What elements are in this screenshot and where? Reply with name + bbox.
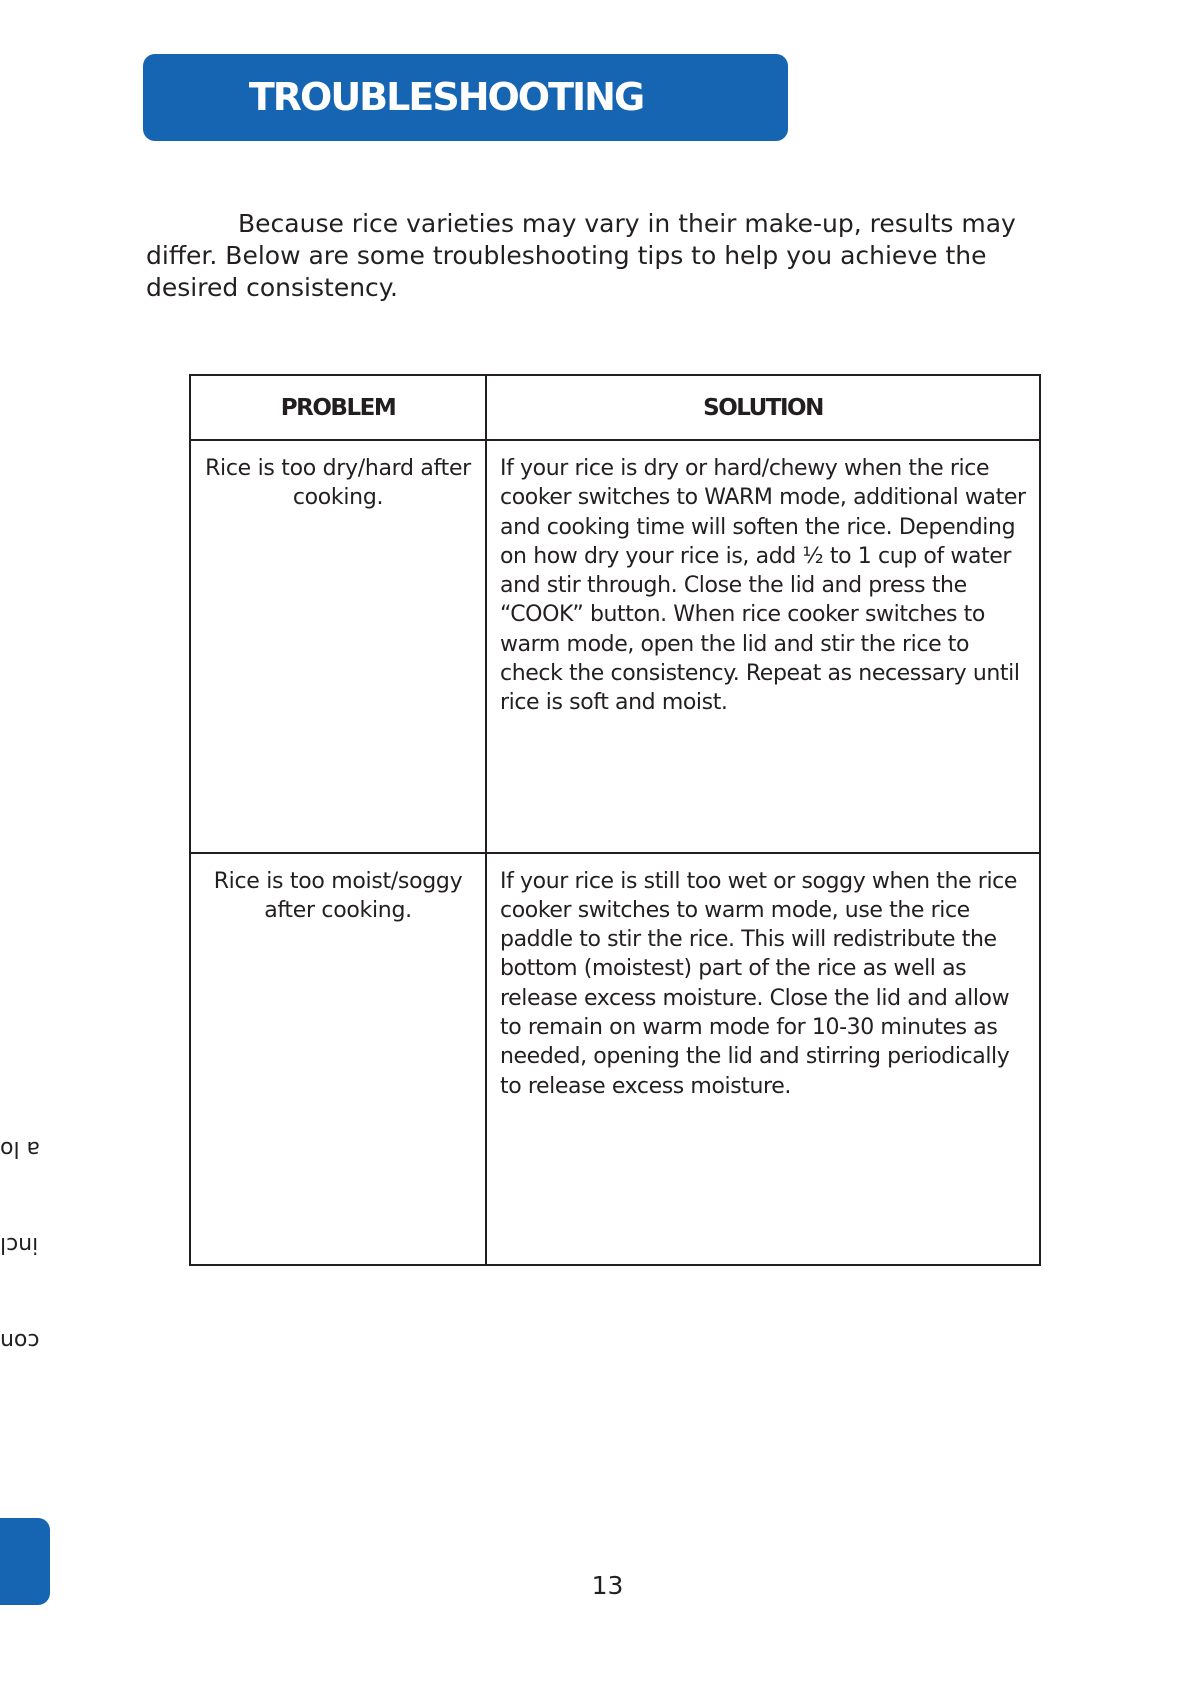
problem-text: Rice is too dry/hard after cooking. — [205, 456, 471, 510]
title-banner — [143, 54, 788, 141]
solution-column-header: SOLUTION — [486, 375, 1040, 440]
bleed-line: incl — [0, 1232, 39, 1257]
problem-column-header: PROBLEM — [190, 375, 486, 440]
intro-paragraph — [146, 208, 1026, 304]
solution-cell — [486, 440, 1040, 853]
table-row — [190, 853, 1040, 1266]
problem-text: Rice is too moist/soggy after cooking. — [213, 868, 463, 923]
page-number: 13 — [591, 1571, 624, 1600]
page-title: TROUBLESHOOTING — [248, 75, 644, 119]
bleed-line: a lo — [0, 1136, 41, 1161]
solution-cell — [486, 853, 1040, 1266]
solution-text: If your rice is dry or hard/chewy when the rice cooker switches to WARM mode, additional water and cooking time will soften the rice. Depending on how dry your rice is, add ½ to 1 cup of water and stir through. Close the lid and press the “COOK” button. When rice cooker switches to warm mode, open the lid and stir the rice to check the consistency. Repeat as necessary until rice is soft and moist. — [500, 456, 1026, 716]
table-row — [190, 440, 1040, 853]
intro-text: Because rice varieties may vary in their make-up, results may differ. Below are some troubleshooting tips to help you achieve the desired consistency. — [146, 209, 1016, 302]
solution-text: If your rice is still too wet or soggy when the rice cooker switches to warm mode, use the rice paddle to stir the rice. This will redistribute the bottom (moistest) part of the rice as well as release excess moisture. Close the lid and allow to remain on warm mode for 10-30 minutes as needed, opening the lid and stirring periodically to release excess moisture. — [500, 868, 1017, 1099]
bleed-line: con — [0, 1328, 40, 1353]
troubleshooting-table — [189, 374, 1041, 1266]
bleed-through-text — [0, 1136, 60, 1420]
problem-cell — [190, 440, 486, 853]
problem-cell — [190, 853, 486, 1266]
table-header-row — [190, 375, 1040, 440]
side-tab — [0, 1518, 50, 1605]
